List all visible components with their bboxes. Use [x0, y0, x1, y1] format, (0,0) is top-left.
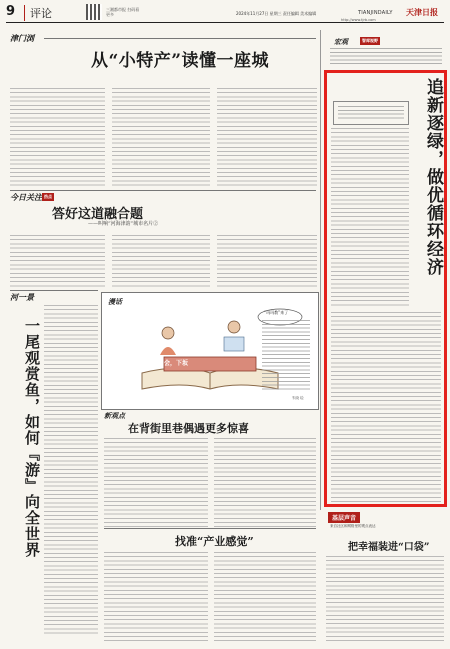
article-title-vertical: 追新逐绿，做优循环经济	[423, 78, 443, 276]
issue-date: 2024年11月27日 星期三 责任编辑 美术编辑	[236, 11, 317, 16]
cartoon-author: 朱晓 绘	[292, 396, 304, 400]
headline-2: 答好这道融合题	[52, 207, 144, 222]
article-title-vertical-2: 一尾观赏鱼，如何『游』向全世界	[23, 318, 41, 558]
cartoon-speech: “玛玛教”来了	[264, 310, 289, 315]
article-body-col2	[112, 88, 210, 188]
headline-3: 在背街里巷偶遇更多惊喜	[128, 422, 249, 435]
divider	[10, 290, 98, 291]
cartoon-banner: 会，下坂	[164, 360, 189, 367]
highlight-body-lower	[331, 312, 441, 502]
article-body-col1	[10, 88, 105, 188]
article-body	[10, 235, 105, 287]
website: http://www.tjrb.com	[341, 18, 376, 22]
article-body	[326, 556, 444, 642]
page-header	[6, 4, 444, 23]
article-body	[104, 438, 208, 528]
column-intro	[330, 48, 442, 64]
divider	[44, 38, 316, 39]
article-body	[112, 235, 210, 287]
headline-5: 把幸福装进“口袋”	[348, 542, 430, 553]
headline-main: 从“小特产”读懂一座城	[90, 51, 270, 71]
left-article-body	[44, 305, 98, 635]
headline-4: 找准“产业感觉”	[175, 535, 254, 548]
article-body	[217, 235, 317, 287]
column-head: 宏观	[334, 37, 348, 46]
article-body	[104, 552, 208, 642]
kicker-left: 河一景	[10, 292, 34, 302]
cartoon-title: 漫话	[108, 297, 122, 306]
page-number: 9	[6, 4, 16, 19]
subhead-2: ——叫响“河海津韵”城市名片②	[88, 221, 159, 227]
kicker-street: 新观点	[104, 411, 125, 420]
kicker-mid: 今日关注	[10, 192, 42, 202]
editor-note-box	[333, 101, 409, 125]
article-body	[214, 438, 316, 528]
cartoon-caption-text	[262, 320, 310, 392]
kicker-voice: 基层声音	[328, 512, 360, 523]
qr-code-icon	[86, 4, 102, 20]
kicker-mid-tag: 热点	[44, 194, 52, 199]
article-body-col3	[217, 88, 317, 188]
section-name: 评论	[24, 5, 52, 21]
divider	[10, 190, 316, 191]
masthead-logo: 天津日报	[406, 7, 438, 17]
highlight-body-upper	[331, 128, 409, 308]
masthead-pinyin: TIANJINDAILY	[358, 10, 393, 16]
article-body	[214, 552, 316, 642]
column-badge: 智库视野	[362, 38, 378, 43]
column-divider	[320, 30, 321, 510]
kicker-top: 津门浏	[10, 33, 34, 43]
divider	[104, 528, 316, 529]
voice-subtitle: 来自社区和网格里的观点表达	[330, 524, 376, 528]
qr-caption: 三湘都市报 扫码看更多	[106, 7, 140, 17]
